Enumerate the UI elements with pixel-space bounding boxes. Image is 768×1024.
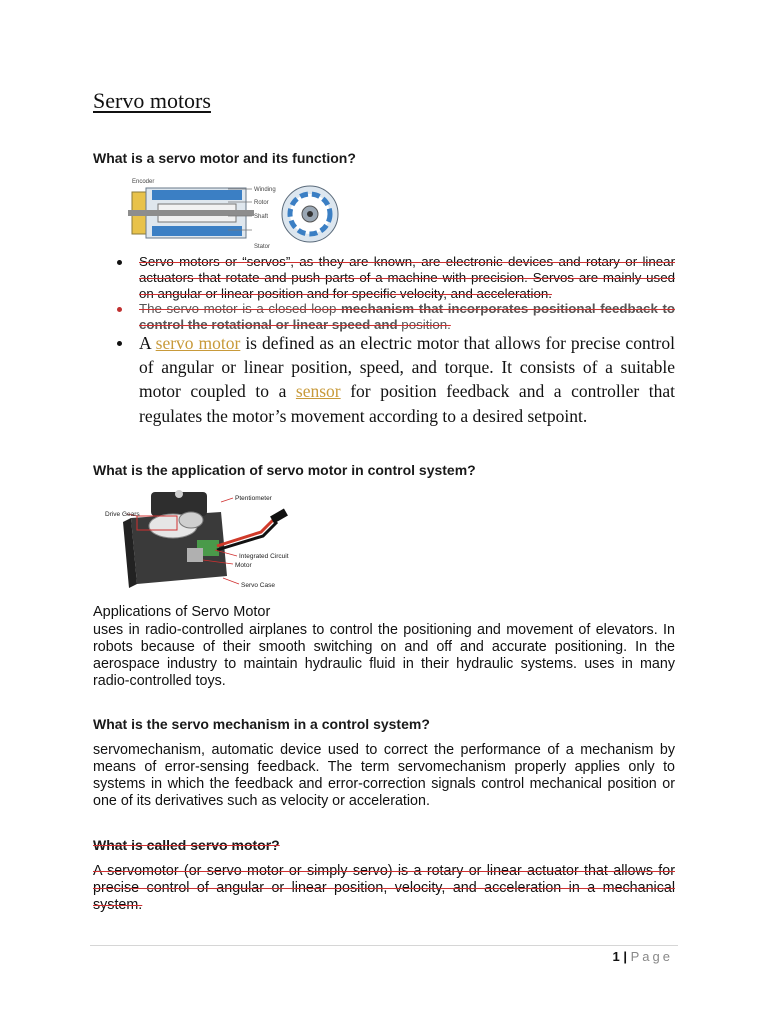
footer-separator: | [623, 949, 627, 964]
applications-subheading: Applications of Servo Motor [93, 604, 271, 620]
bullet-struck-2-bold: mechanism that incorporates positional feedback to control the rotational or linear speed and [139, 301, 675, 332]
section-heading-function: What is a servo motor and its function? [93, 150, 356, 166]
bullet-dot [117, 260, 122, 265]
figure-label: Ptentiometer [235, 495, 272, 502]
definition-mid: is defined as an electric motor that allows for precise control of angular or linear position, speed, and torque. It consists of a suitable motor coupled to a [139, 333, 675, 402]
page-title: Servo motors [93, 88, 211, 113]
figure-label: Shaft [254, 214, 269, 220]
bullet-struck-2 [139, 301, 675, 333]
bullet-struck-1-text: Servo motors or “servos”, as they are known, are electronic devices and rotary or linear actuators that rotate and push parts of a machine with precision. Servos are mainly used on angular or linear position and for specific velocity, and acceleration. [139, 254, 675, 301]
called-paragraph: A servomotor (or servo motor or simply servo) is a rotary or linear actuator that allows for precise control of angular or linear position, velocity, and acceleration in a mechanical system. [93, 863, 675, 913]
section-heading-application: What is the application of servo motor in control system? [93, 462, 476, 478]
mechanism-paragraph: servomechanism, automatic device used to correct the performance of a mechanism by means of error-sensing feedback. The term servomechanism properly applies only to systems in which the feedback and error-correction signals control mechanical position or one of its derivatives such as velocity or acceleration. [93, 742, 675, 809]
sensor-link[interactable]: sensor [295, 381, 341, 402]
servo-motor-link[interactable]: servo motor [155, 333, 241, 353]
bullet-struck-2-end: position. [401, 317, 451, 332]
bullet-dot [117, 307, 122, 312]
definition-end: for position feedback and a controller that regulates the motor’s movement according to a desired setpoint. [139, 381, 675, 426]
page-footer [613, 949, 674, 964]
definition-pre: A [139, 333, 156, 353]
servo-definition-paragraph [139, 331, 675, 428]
figure-label: Stator [254, 244, 271, 250]
figure-label: Encoder [132, 179, 155, 185]
figure-label: Integrated Circuit [239, 553, 289, 560]
footer-divider [90, 945, 678, 946]
bullet-struck-1 [139, 254, 675, 302]
section-heading-called: What is called servo motor? [93, 837, 280, 853]
bullet-struck-2-normal: The servo motor is a closed-loop [139, 301, 341, 316]
servo-internals-figure [103, 488, 315, 602]
bullet-dot [117, 341, 122, 346]
servo-motor-cross-section-figure [128, 176, 340, 252]
figure-label: Winding [254, 187, 276, 193]
figure-label: Servo Case [241, 582, 275, 589]
figure-label: Drive Gears [105, 511, 140, 518]
figure-label: Rotor [254, 200, 269, 206]
section-heading-mechanism: What is the servo mechanism in a control system? [93, 716, 430, 732]
applications-paragraph: uses in radio-controlled airplanes to control the positioning and movement of elevators. In robots because of their smooth switching on and off and accurate positioning. In the aerospace industry to maintain hydraulic fluid in their hydraulic systems. uses in many radio-controlled toys. [93, 622, 675, 689]
page-number: 1 [612, 949, 620, 964]
page-word: Page [630, 949, 673, 964]
figure-label: Motor [235, 562, 252, 569]
